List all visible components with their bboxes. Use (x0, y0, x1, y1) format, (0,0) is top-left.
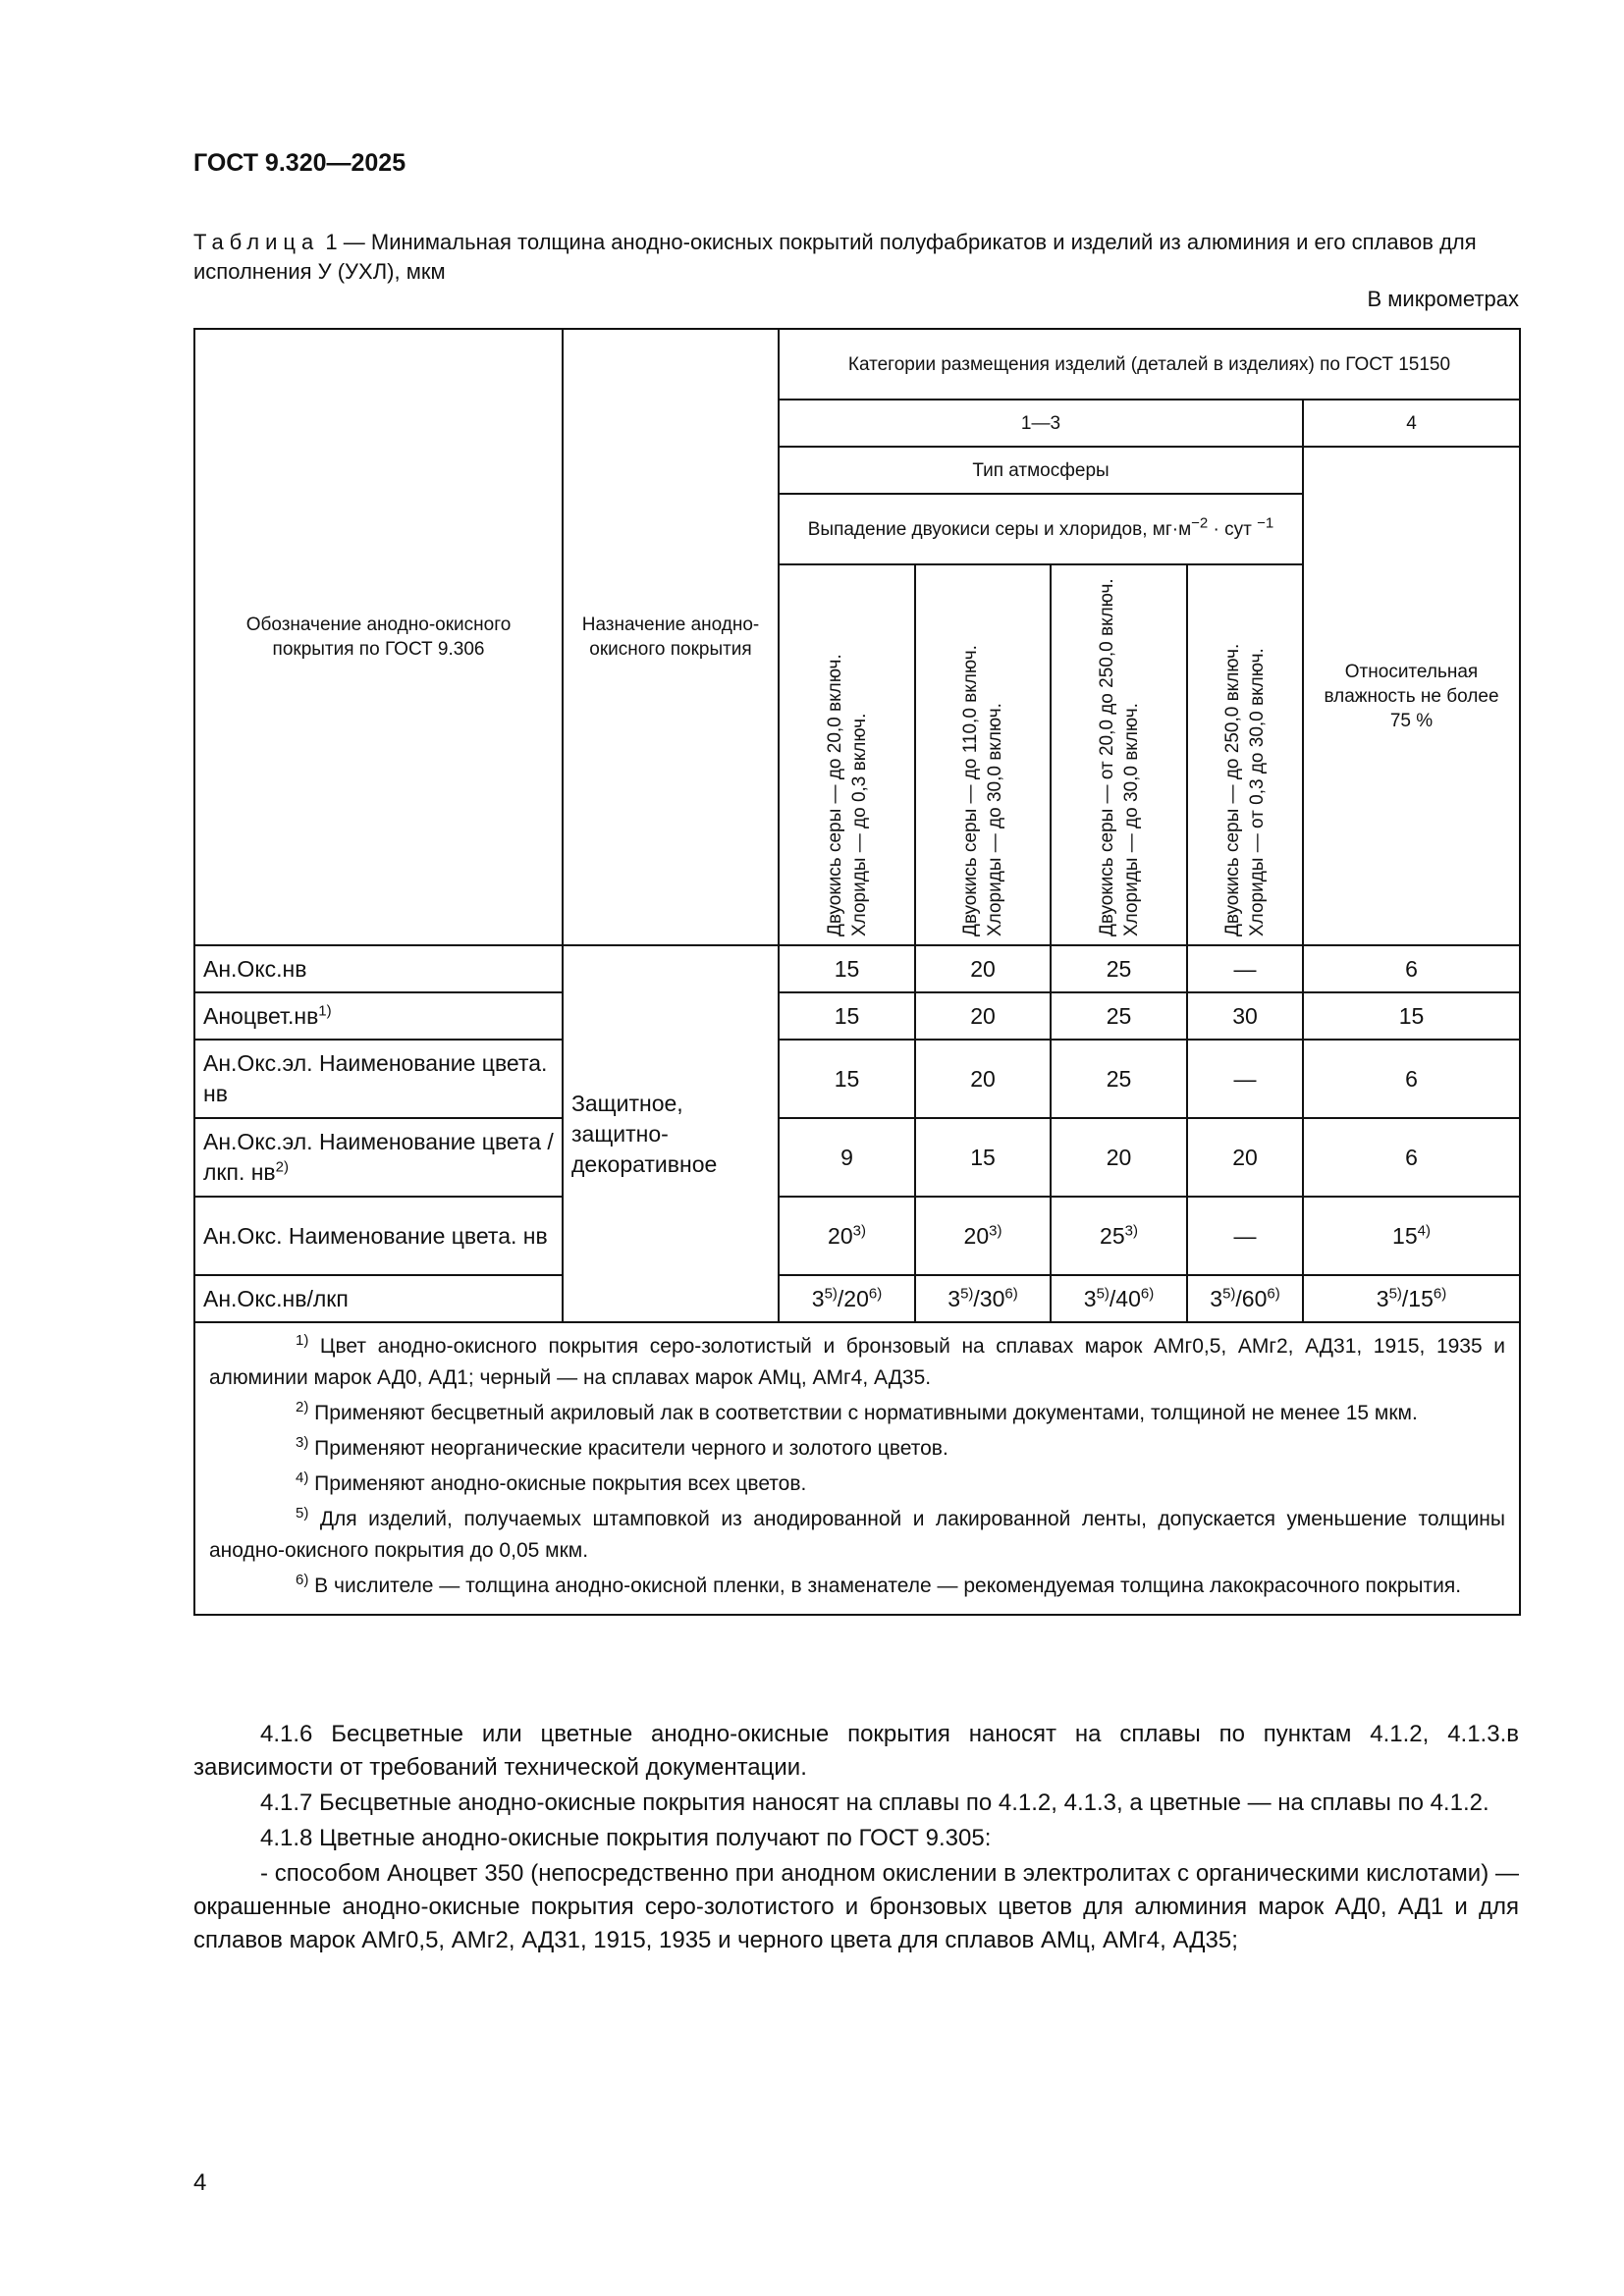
cell-value: 20 (970, 955, 996, 982)
row-label (194, 1118, 563, 1197)
cell-value: 6 (1405, 955, 1418, 982)
header-atm-column-4 (1187, 564, 1303, 945)
cell-value: 15 (834, 955, 860, 982)
footnote (209, 1398, 1505, 1429)
table-cell (1051, 992, 1187, 1040)
table-cell (1303, 992, 1520, 1040)
header-coating-purpose: Назначение анодно-окисного покрытия (563, 329, 779, 945)
cell-value: 3 (1376, 1285, 1389, 1311)
row-label-text: Ан.Окс.эл. Наименование цвета /лкп. нв (203, 1129, 554, 1185)
table-row (194, 992, 1520, 1040)
row-label-text: Ан.Окс.эл. Наименование цвета. нв (203, 1050, 548, 1106)
table-cell (1303, 1118, 1520, 1197)
cell-value: 15 (834, 1002, 860, 1029)
footnote (209, 1571, 1505, 1602)
table-caption-label: Таблица (193, 230, 320, 254)
footnote-text: Цвет анодно-окисного покрытия серо-золотистый и бронзовый на сплавах марок АМг0,5, АМг2, АД31, 1915, 1935 и алюминии марок АД0, АД1; черный — на сплавах марок АМц, АМг4, АД35. (209, 1335, 1505, 1389)
row-label (194, 1197, 563, 1275)
table-cell (1303, 1040, 1520, 1118)
footnote-mark: 1) (318, 1001, 332, 1019)
row-label-text: Ан.Окс.нв (203, 955, 307, 982)
header-category-4: 4 (1303, 400, 1520, 447)
cell-value: 20 (828, 1222, 853, 1249)
footnote-mark: 5) (824, 1284, 838, 1302)
table-cell (915, 992, 1051, 1040)
table-cell (915, 945, 1051, 992)
footnote-mark: 3) (1124, 1221, 1138, 1239)
purpose-cell: Защитное, защитно-декоративное (563, 945, 779, 1322)
table-row (194, 1040, 1520, 1118)
row-label-text: Ан.Окс.нв/лкп (203, 1285, 349, 1311)
cell-value: 20 (1232, 1144, 1258, 1170)
table-cell (1051, 1197, 1187, 1275)
cell-value: — (1233, 1065, 1257, 1092)
row-label (194, 1275, 563, 1322)
footnote-text: В числителе — толщина анодно-окисной пленки, в знаменателе — рекомендуемая толщина лакокрасочного покрытия. (308, 1575, 1462, 1597)
table-row (194, 1118, 1520, 1197)
footnote-mark: 6) (1140, 1284, 1155, 1302)
thickness-table (193, 328, 1521, 1616)
footnote-mark: 5) (960, 1284, 974, 1302)
cell-value: 15 (1392, 1222, 1418, 1249)
cell-value: 6 (1405, 1144, 1418, 1170)
footnote-mark: 5) (1388, 1284, 1402, 1302)
header-fallout-exp1: −2 (1191, 514, 1209, 532)
table-cell (1051, 1118, 1187, 1197)
table-cell (1187, 992, 1303, 1040)
cell-value: 3 (811, 1285, 825, 1311)
cell-value: /60 (1235, 1285, 1268, 1311)
cell-value: 3 (947, 1285, 961, 1311)
document-code-header: ГОСТ 9.320—2025 (193, 149, 406, 177)
table-caption-text: — Минимальная толщина анодно-окисных покрытий полуфабрикатов и изделий из алюминия и его сплавов для исполнения У (УХЛ), мкм (193, 230, 1477, 284)
header-placement-categories: Категории размещения изделий (деталей в изделиях) по ГОСТ 15150 (779, 329, 1520, 400)
table-cell (1051, 1040, 1187, 1118)
row-label (194, 945, 563, 992)
table-cell (1051, 1275, 1187, 1322)
table-row (194, 945, 1520, 992)
header-atm-column-3 (1051, 564, 1187, 945)
table-row (194, 1197, 1520, 1275)
table-cell (1051, 945, 1187, 992)
header-atmosphere-type: Тип атмосферы (779, 447, 1303, 494)
cell-value: 3 (1083, 1285, 1097, 1311)
cell-value: 15 (970, 1144, 996, 1170)
footnote (209, 1331, 1505, 1394)
header-atm-column-1-text: Двуокись серы — до 20,0 включ. Хлориды — до 0,3 включ. (824, 654, 870, 936)
header-atm-column-1 (779, 564, 915, 945)
footnote-mark: 5) (1096, 1284, 1110, 1302)
footnote-mark: 6) (1267, 1284, 1280, 1302)
header-atm-column-4-text: Двуокись серы — до 250,0 включ. Хлориды — от 0,3 до 30,0 включ. (1222, 643, 1268, 936)
row-label (194, 1040, 563, 1118)
paragraph-4-1-7: 4.1.7 Бесцветные анодно-окисные покрытия наносят на сплавы по 4.1.2, 4.1.3, а цветные — на сплавы по 4.1.2. (260, 1789, 1489, 1816)
table-cell (915, 1197, 1051, 1275)
table-cell (915, 1118, 1051, 1197)
footnote-text: Применяют неорганические красители черного и золотого цветов. (308, 1437, 948, 1460)
footnote-mark: 2) (296, 1399, 309, 1415)
footnote-mark: 5) (1222, 1284, 1236, 1302)
cell-value: 15 (834, 1065, 860, 1092)
row-label-text: Аноцвет.нв (203, 1002, 319, 1029)
table-cell (1303, 1197, 1520, 1275)
footnote-mark: 3) (852, 1221, 866, 1239)
cell-value: 15 (1398, 1002, 1425, 1029)
footnote-mark: 4) (1417, 1221, 1431, 1239)
cell-value: 9 (840, 1144, 853, 1170)
table-cell (779, 1040, 915, 1118)
footnote (209, 1433, 1505, 1465)
footnote-mark: 3) (989, 1221, 1002, 1239)
body-text (193, 1718, 1519, 1957)
table-cell (779, 992, 915, 1040)
cell-value: 30 (1232, 1002, 1258, 1029)
table-cell (779, 1118, 915, 1197)
cell-value: /40 (1109, 1285, 1141, 1311)
cell-value: — (1233, 1222, 1257, 1249)
footnote (209, 1504, 1505, 1567)
footnote-mark: 6) (296, 1572, 309, 1588)
table-cell (915, 1275, 1051, 1322)
table-cell (779, 1275, 915, 1322)
table-cell (1187, 1040, 1303, 1118)
units-label: В микрометрах (1367, 287, 1519, 311)
cell-value: — (1233, 955, 1257, 982)
header-atm-column-3-text: Двуокись серы — от 20,0 до 250,0 включ. Хлориды — до 30,0 включ. (1096, 578, 1142, 936)
footnote (209, 1468, 1505, 1500)
footnote-mark: 5) (296, 1505, 309, 1522)
table-row (194, 1275, 1520, 1322)
table-caption (193, 228, 1519, 287)
cell-value: 20 (1106, 1144, 1132, 1170)
cell-value: /30 (973, 1285, 1005, 1311)
footnote-mark: 6) (1433, 1284, 1447, 1302)
footnote-mark: 3) (296, 1434, 309, 1451)
cell-value: 20 (970, 1065, 996, 1092)
table-cell (1187, 1275, 1303, 1322)
cell-value: 20 (970, 1002, 996, 1029)
footnote-mark: 6) (868, 1284, 883, 1302)
header-relative-humidity: Относительная влажность не более 75 % (1303, 447, 1520, 945)
row-label-text: Ан.Окс. Наименование цвета. нв (203, 1222, 548, 1249)
cell-value: /20 (837, 1285, 869, 1311)
table-caption-number: 1 (325, 230, 338, 254)
header-fallout (779, 494, 1303, 564)
footnote-text: Применяют анодно-окисные покрытия всех цветов. (308, 1472, 807, 1495)
cell-value: 3 (1210, 1285, 1223, 1311)
table-cell (1187, 1118, 1303, 1197)
table-cell (1187, 945, 1303, 992)
table-cell (915, 1040, 1051, 1118)
header-fallout-text: Выпадение двуокиси серы и хлоридов, мг·м (807, 518, 1192, 540)
footnote-mark: 4) (296, 1469, 309, 1486)
cell-value: 25 (1106, 1002, 1132, 1029)
footnote-mark: 1) (296, 1332, 309, 1349)
cell-value: 25 (1106, 1065, 1132, 1092)
footnote-mark: 2) (275, 1158, 289, 1176)
header-fallout-exp2: −1 (1257, 514, 1274, 532)
header-fallout-mid: · сут (1208, 518, 1258, 540)
paragraph-list-item: - способом Аноцвет 350 (непосредственно при анодном окислении в электролитах с органическими кислотами) — окрашенные анодно-окисные покрытия серо-золотистого и бронзовых цветов для алюминия марок АД0, АД1 и для сплавов марок АМг0,5, АМг2, АД31, 1915, 1935 и черного цвета для сплавов АМц, АМг4, АД35; (193, 1860, 1519, 1953)
header-atm-column-2-text: Двуокись серы — до 110,0 включ. Хлориды — до 30,0 включ. (960, 645, 1005, 936)
table-cell (779, 945, 915, 992)
table-cell (1303, 945, 1520, 992)
table-cell (779, 1197, 915, 1275)
cell-value: 20 (963, 1222, 990, 1249)
paragraph-4-1-6: 4.1.6 Бесцветные или цветные анодно-окисные покрытия наносят на сплавы по пунктам 4.1.2, 4.1.3.в зависимости от требований технической документации. (193, 1721, 1519, 1781)
cell-value: 6 (1405, 1065, 1418, 1092)
cell-value: 25 (1106, 955, 1132, 982)
cell-value: /15 (1401, 1285, 1434, 1311)
footnote-text: Для изделий, получаемых штамповкой из анодированной и лакированной ленты, допускается уменьшение толщины анодно-окисного покрытия до 0,05 мкм. (209, 1508, 1505, 1562)
footnote-mark: 6) (1004, 1284, 1018, 1302)
row-label (194, 992, 563, 1040)
header-category-1-3: 1—3 (779, 400, 1303, 447)
table-cell (1303, 1275, 1520, 1322)
table-cell (1187, 1197, 1303, 1275)
header-coating-designation: Обозначение анодно-окисного покрытия по ГОСТ 9.306 (194, 329, 563, 945)
cell-value: 25 (1100, 1222, 1125, 1249)
footnote-text: Применяют бесцветный акриловый лак в соответствии с нормативными документами, толщиной не менее 15 мкм. (308, 1402, 1418, 1424)
paragraph-4-1-8: 4.1.8 Цветные анодно-окисные покрытия получают по ГОСТ 9.305: (260, 1825, 992, 1851)
table-footnotes (194, 1322, 1520, 1615)
page-number: 4 (193, 2169, 207, 2196)
header-atm-column-2 (915, 564, 1051, 945)
